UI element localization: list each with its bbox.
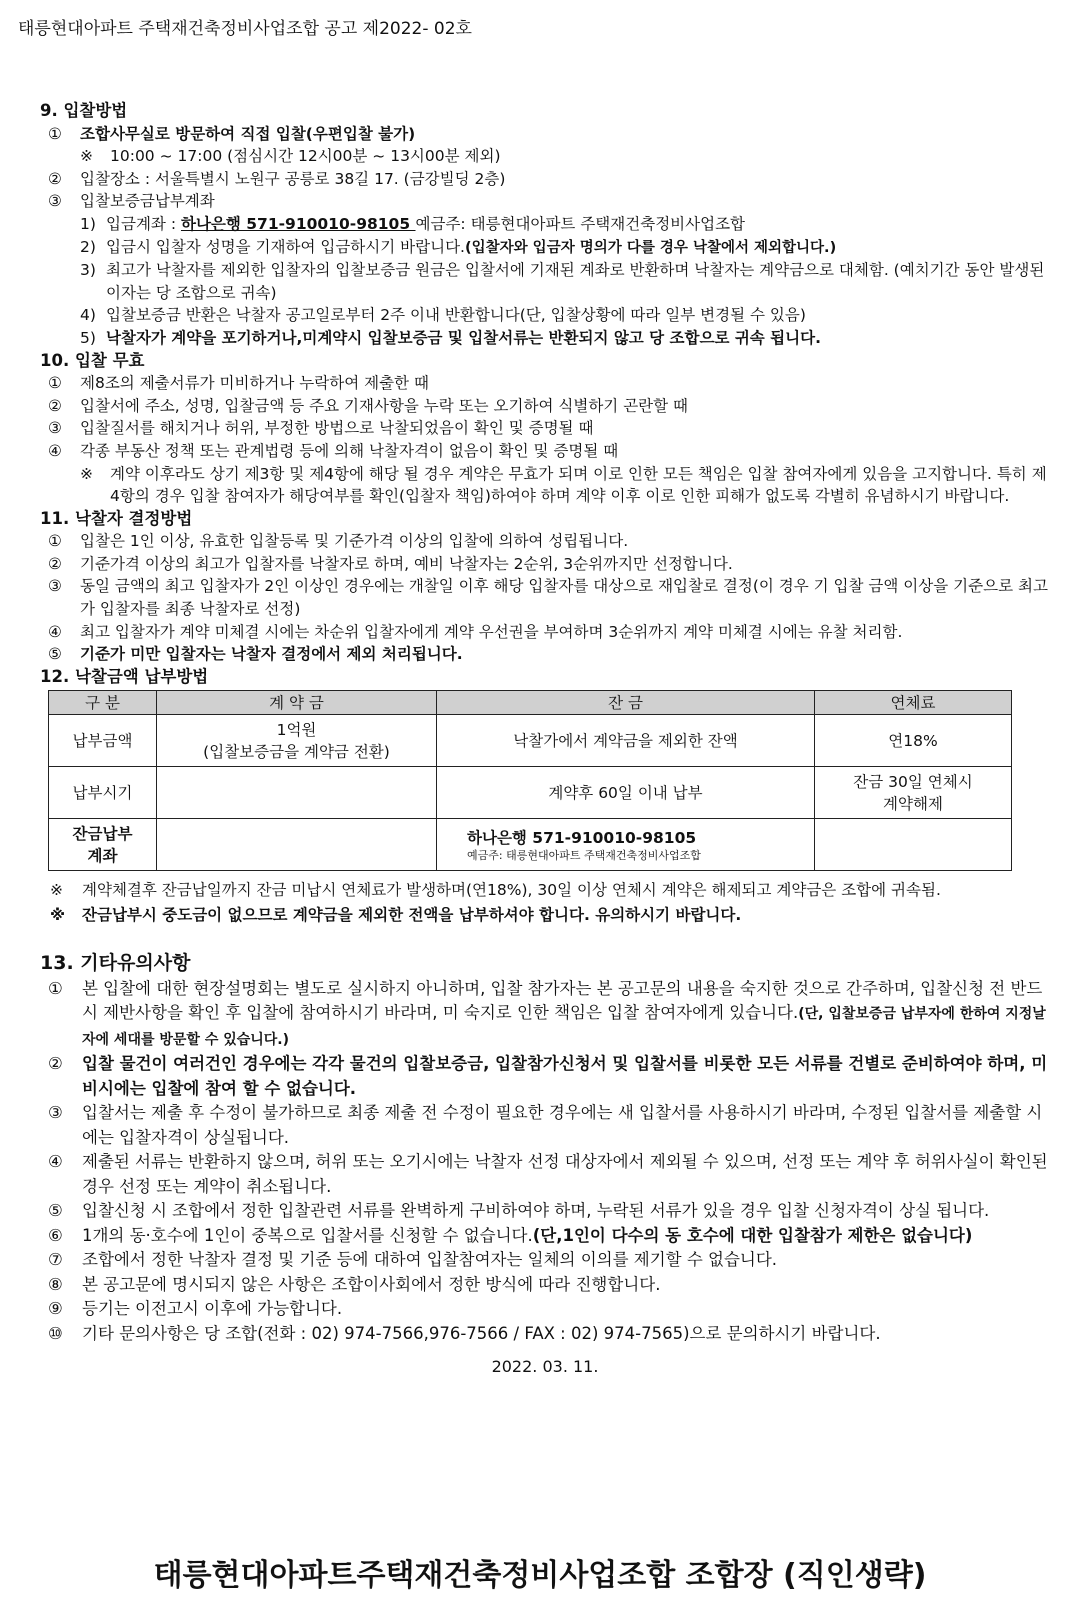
list-item: ⑨ 등기는 이전고시 이후에 가능합니다. bbox=[48, 1299, 343, 1319]
section-13-title: 13. 기타유의사항 bbox=[40, 951, 191, 974]
list-item: 1) 입금계좌 : 하나은행 571-910010-98105 예금주: 태릉현대아파트 주택재건축정비사업조합 bbox=[80, 214, 746, 233]
section-11-title: 11. 낙찰자 결정방법 bbox=[40, 508, 193, 528]
list-item: ⑤ 입찰신청 시 조합에서 정한 입찰관련 서류를 완벽하게 구비하여야 하며, 누락된 서류가 있을 경우 입찰 신청자격이 상실 됩니다. bbox=[48, 1201, 990, 1221]
table-cell: 납부시기 bbox=[49, 767, 157, 819]
table-header-row bbox=[49, 691, 1012, 715]
table-cell: 잔금 30일 연체시 계약해제 bbox=[815, 767, 1012, 819]
table-cell bbox=[157, 767, 437, 819]
list-item: ② 입찰서에 주소, 성명, 입찰금액 등 주요 기재사항을 누락 또는 오기하여 식별하기 곤란할 때 bbox=[48, 396, 689, 415]
section-10-title: 10. 입찰 무효 bbox=[40, 350, 145, 370]
list-item: ⑦ 조합에서 정한 낙찰자 결정 및 기준 등에 대하여 입찰참여자는 일체의 이의를 제기할 수 없습니다. bbox=[48, 1250, 778, 1270]
list-item: ⑧ 본 공고문에 명시되지 않은 사항은 조합이사회에서 정한 방식에 따라 진행합니다. bbox=[48, 1274, 661, 1294]
table-cell: 납부금액 bbox=[49, 715, 157, 767]
list-item: ※ 잔금납부시 중도금이 없으므로 계약금을 제외한 전액을 납부하셔야 합니다. 유의하시기 바랍니다. bbox=[50, 906, 742, 925]
list-item: ④ 제출된 서류는 반환하지 않으며, 허위 또는 오기시에는 낙찰자 선정 대상자에서 제외될 수 있으며, 선정 또는 계약 후 허위사실이 확인된 경우 선정 또는 계약이 취소됩니다. bbox=[48, 1152, 1048, 1196]
list-item: ③ 입찰보증금납부계좌 bbox=[48, 192, 215, 211]
table-header: 구 분 bbox=[49, 691, 157, 715]
table-header: 계 약 금 bbox=[157, 691, 437, 715]
table-row bbox=[49, 767, 1012, 819]
list-item: ⑩ 기타 문의사항은 당 조합(전화 : 02) 974-7566,976-7566 / FAX : 02) 974-7565)으로 문의하시기 바랍니다. bbox=[48, 1323, 881, 1343]
payment-table bbox=[48, 690, 1012, 871]
section-12-title: 12. 낙찰금액 납부방법 bbox=[40, 666, 209, 686]
list-item: 5) 낙찰자가 계약을 포기하거나,미계약시 입찰보증금 및 입찰서류는 반환되지 않고 당 조합으로 귀속 됩니다. bbox=[80, 328, 821, 347]
list-item: ② 입찰 물건이 여러건인 경우에는 각각 물건의 입찰보증금, 입찰참가신청서 및 입찰서를 비롯한 모든 서류를 건별로 준비하여야 하며, 미비시에는 입찰에 참여 할 수 없습니다. bbox=[48, 1054, 1048, 1098]
list-item: ※ 계약체결후 잔금납일까지 잔금 미납시 연체료가 발생하며(연18%), 30일 이상 연체시 계약은 해제되고 계약금은 조합에 귀속됨. bbox=[50, 881, 941, 900]
notice-date: 2022. 03. 11. bbox=[491, 1357, 599, 1377]
list-item: ② 기준가격 이상의 최고가 입찰자를 낙찰자로 하며, 예비 낙찰자는 2순위, 3순위까지만 선정합니다. bbox=[48, 554, 733, 573]
table-cell: 1억원 (입찰보증금을 계약금 전환) bbox=[157, 715, 437, 767]
account-number: 하나은행 571-910010-98105 bbox=[467, 828, 697, 847]
signature-line: 태릉현대아파트주택재건축정비사업조합 조합장 (직인생략) bbox=[153, 1558, 927, 1593]
list-item: ① 제8조의 제출서류가 미비하거나 누락하여 제출한 때 bbox=[48, 374, 429, 393]
document-body bbox=[40, 100, 1050, 1379]
table-cell: 낙찰가에서 계약금을 제외한 잔액 bbox=[437, 715, 815, 767]
table-header: 연체료 bbox=[815, 691, 1012, 715]
list-item: ① 조합사무실로 방문하여 직접 입찰(우편입찰 불가) bbox=[48, 124, 416, 143]
list-item: ④ 각종 부동산 정책 또는 관계법령 등에 의해 낙찰자격이 없음이 확인 및 증명될 때 bbox=[48, 441, 619, 460]
table-cell: 연18% bbox=[815, 715, 1012, 767]
table-row bbox=[49, 715, 1012, 767]
table-cell bbox=[157, 819, 437, 871]
notice-header: 태릉현대아파트 주택재건축정비사업조합 공고 제2022- 02호 bbox=[18, 19, 472, 39]
table-cell: 하나은행 571-910010-98105 예금주: 태릉현대아파트 주택재건축정비사업조합 bbox=[437, 819, 815, 871]
list-item: ⑥ 1개의 동·호수에 1인이 중복으로 입찰서를 신청할 수 없습니다.(단,1인이 다수의 동 호수에 대한 입찰참가 제한은 없습니다) bbox=[48, 1225, 973, 1245]
list-item: ⑤ 기준가 미만 입찰자는 낙찰자 결정에서 제외 처리됩니다. bbox=[48, 645, 463, 664]
list-item: ③ 입찰질서를 해치거나 허위, 부정한 방법으로 낙찰되었음이 확인 및 증명될 때 bbox=[48, 419, 594, 438]
list-item: ④ 최고 입찰자가 계약 미체결 시에는 차순위 입찰자에게 계약 우선권을 부여하며 3순위까지 계약 미체결 시에는 유찰 처리함. bbox=[48, 622, 903, 641]
table-header: 잔 금 bbox=[437, 691, 815, 715]
list-item: 4) 입찰보증금 반환은 낙찰자 공고일로부터 2주 이내 반환합니다(단, 입찰상황에 따라 일부 변경될 수 있음) bbox=[80, 306, 806, 325]
section-9-title: 9. 입찰방법 bbox=[40, 101, 128, 120]
table-cell bbox=[815, 819, 1012, 871]
table-cell: 계약후 60일 이내 납부 bbox=[437, 767, 815, 819]
list-item: 3) 최고가 낙찰자를 제외한 입찰자의 입찰보증금 원금은 입찰서에 기재된 계좌로 반환하며 낙찰자는 계약금으로 대체함. (예치기간 동안 발생된 이자는 당 조합으로 귀속) bbox=[80, 261, 1045, 302]
list-item: 2) 입금시 입찰자 성명을 기재하여 입금하시기 바랍니다.(입찰자와 입금자 명의가 다를 경우 낙찰에서 제외합니다.) bbox=[80, 237, 837, 256]
table-cell: 잔금납부 계좌 bbox=[49, 819, 157, 871]
list-item: ② 입찰장소 : 서울특별시 노원구 공릉로 38길 17. (금강빌딩 2층) bbox=[48, 169, 506, 188]
list-item: ① 입찰은 1인 이상, 유효한 입찰등록 및 기준가격 이상의 입찰에 의하여 성립됩니다. bbox=[48, 532, 629, 551]
list-item: ① 본 입찰에 대한 현장설명회는 별도로 실시하지 아니하며, 입찰 참가자는 본 공고문의 내용을 숙지한 것으로 간주하며, 입찰신청 전 반드시 제반사항을 확인 후 입찰에 참여하시기 바라며, 미 숙지로 인한 책임은 입찰 참여자에게 있습니다.(단, 입찰보증금 납부자에 한하여 지정날자에 세대를 방문할 수 있습니다.) bbox=[48, 978, 1046, 1048]
list-item: ※ 계약 이후라도 상기 제3항 및 제4항에 해당 될 경우 계약은 무효가 되며 이로 인한 모든 책임은 입찰 참여자에게 있음을 고지합니다. 특히 제4항의 경우 입찰 참여자가 해당여부를 확인(입찰자 책임)하여야 하며 계약 이후 이로 인한 피해가 없도록 각별히 유념하시기 바랍니다. bbox=[80, 464, 1047, 506]
account-number: 하나은행 571-910010-98105 bbox=[180, 214, 416, 233]
list-item: ③ 입찰서는 제출 후 수정이 불가하므로 최종 제출 전 수정이 필요한 경우에는 새 입찰서를 사용하시기 바라며, 수정된 입찰서를 제출할 시에는 입찰자격이 상실됩니다. bbox=[48, 1103, 1043, 1147]
table-row bbox=[49, 819, 1012, 871]
list-item: ※ 10:00 ~ 17:00 (점심시간 12시00분 ~ 13시00분 제외) bbox=[80, 147, 501, 166]
list-item: ③ 동일 금액의 최고 입찰자가 2인 이상인 경우에는 개찰일 이후 해당 입찰자를 대상으로 재입찰로 결정(이 경우 기 입찰 금액 이상을 기준으로 최고가 입찰자를 최종 낙찰자로 선정) bbox=[48, 577, 1048, 619]
